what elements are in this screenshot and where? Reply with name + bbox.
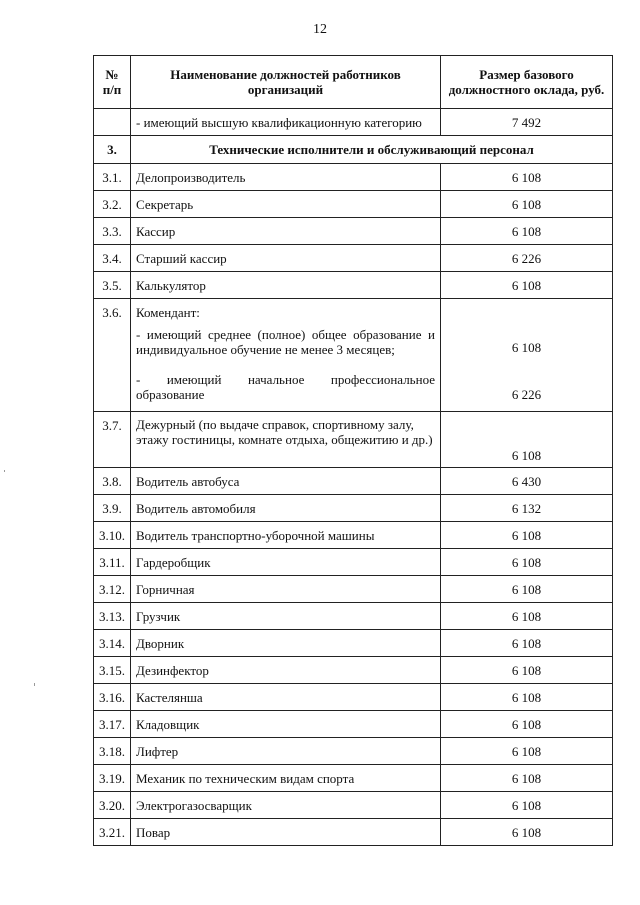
row-name: Грузчик xyxy=(131,603,441,630)
scan-mark xyxy=(4,470,5,472)
row-name: Водитель автобуса xyxy=(131,468,441,495)
table-row xyxy=(94,603,613,630)
row-num: 3.11. xyxy=(94,549,131,576)
row-salary: 6 108 xyxy=(441,412,613,468)
row-num: 3.8. xyxy=(94,468,131,495)
commandant-option: - имеющий среднее (полное) общее образование и индивидуальное обучение не менее 3 месяцев; xyxy=(136,327,435,357)
row-name: Старший кассир xyxy=(131,245,441,272)
row-salary: 6 108 xyxy=(441,657,613,684)
table-row-commandant xyxy=(94,299,613,412)
row-num: 3.16. xyxy=(94,684,131,711)
row-salary: 7 492 xyxy=(441,109,613,136)
row-name: Лифтер xyxy=(131,738,441,765)
row-salary: 6 108 xyxy=(441,684,613,711)
row-name: Секретарь xyxy=(131,191,441,218)
row-name: Повар xyxy=(131,819,441,846)
table-row xyxy=(94,109,613,136)
row-num: 3.4. xyxy=(94,245,131,272)
row-salary xyxy=(441,299,613,412)
scan-mark xyxy=(34,683,35,686)
row-num: 3.3. xyxy=(94,218,131,245)
commandant-title: Комендант: xyxy=(136,305,200,320)
row-salary: 6 108 xyxy=(441,792,613,819)
row-num: 3.13. xyxy=(94,603,131,630)
row-num: 3.18. xyxy=(94,738,131,765)
row-salary: 6 108 xyxy=(441,522,613,549)
row-num: 3.21. xyxy=(94,819,131,846)
row-salary: 6 108 xyxy=(441,603,613,630)
row-num: 3.10. xyxy=(94,522,131,549)
table-row xyxy=(94,495,613,522)
row-salary: 6 108 xyxy=(441,191,613,218)
row-num: 3.12. xyxy=(94,576,131,603)
row-name xyxy=(131,299,441,412)
row-num: 3.15. xyxy=(94,657,131,684)
row-name: Кастелянша xyxy=(131,684,441,711)
table-header-row xyxy=(94,56,613,109)
table-row xyxy=(94,684,613,711)
row-num: 3.7. xyxy=(94,412,131,468)
row-name: Горничная xyxy=(131,576,441,603)
salary-table xyxy=(93,55,613,846)
row-salary: 6 108 xyxy=(441,164,613,191)
row-name: Водитель автомобиля xyxy=(131,495,441,522)
header-num: № п/п xyxy=(94,56,131,109)
table-row xyxy=(94,738,613,765)
table-row xyxy=(94,522,613,549)
row-salary: 6 108 xyxy=(441,272,613,299)
row-name: Кассир xyxy=(131,218,441,245)
section-num: 3. xyxy=(94,136,131,164)
table-row xyxy=(94,245,613,272)
row-salary: 6 108 xyxy=(441,630,613,657)
row-num: 3.6. xyxy=(94,299,131,412)
table-row xyxy=(94,468,613,495)
row-salary: 6 108 xyxy=(441,819,613,846)
table-row xyxy=(94,576,613,603)
row-num xyxy=(94,109,131,136)
row-num: 3.19. xyxy=(94,765,131,792)
commandant-salary: 6 108 xyxy=(511,340,542,355)
table-row xyxy=(94,792,613,819)
row-num: 3.9. xyxy=(94,495,131,522)
table-row xyxy=(94,272,613,299)
row-salary: 6 108 xyxy=(441,738,613,765)
row-name: Калькулятор xyxy=(131,272,441,299)
row-num: 3.5. xyxy=(94,272,131,299)
row-num: 3.2. xyxy=(94,191,131,218)
table-row xyxy=(94,164,613,191)
row-name: Электрогазосварщик xyxy=(131,792,441,819)
table-row xyxy=(94,657,613,684)
row-name: Гардеробщик xyxy=(131,549,441,576)
row-name: - имеющий высшую квалификационную категорию xyxy=(131,109,441,136)
row-name: Кладовщик xyxy=(131,711,441,738)
row-name: Дежурный (по выдаче справок, спортивному залу, этажу гостиницы, комнате отдыха, общежитию и др.) xyxy=(131,412,441,468)
commandant-salary: 6 226 xyxy=(511,387,542,402)
table-row xyxy=(94,191,613,218)
table-row xyxy=(94,412,613,468)
table-row xyxy=(94,711,613,738)
row-salary: 6 430 xyxy=(441,468,613,495)
row-salary: 6 108 xyxy=(441,765,613,792)
row-name: Дезинфектор xyxy=(131,657,441,684)
row-salary: 6 132 xyxy=(441,495,613,522)
table-row xyxy=(94,819,613,846)
row-salary: 6 226 xyxy=(441,245,613,272)
row-name: Дворник xyxy=(131,630,441,657)
section-title: Технические исполнители и обслуживающий персонал xyxy=(131,136,613,164)
table-row xyxy=(94,549,613,576)
row-num: 3.14. xyxy=(94,630,131,657)
table-row xyxy=(94,765,613,792)
row-salary: 6 108 xyxy=(441,711,613,738)
row-name: Делопроизводитель xyxy=(131,164,441,191)
row-salary: 6 108 xyxy=(441,549,613,576)
table-row xyxy=(94,218,613,245)
row-num: 3.20. xyxy=(94,792,131,819)
commandant-option: - имеющий начальное профессиональное образование xyxy=(136,372,435,402)
section-row xyxy=(94,136,613,164)
row-name: Водитель транспортно-уборочной машины xyxy=(131,522,441,549)
row-salary: 6 108 xyxy=(441,576,613,603)
header-name: Наименование должностей работников организаций xyxy=(131,56,441,109)
row-num: 3.1. xyxy=(94,164,131,191)
header-salary: Размер базового должностного оклада, руб. xyxy=(441,56,613,109)
table-row xyxy=(94,630,613,657)
row-name: Механик по техническим видам спорта xyxy=(131,765,441,792)
row-num: 3.17. xyxy=(94,711,131,738)
row-salary: 6 108 xyxy=(441,218,613,245)
page-number: 12 xyxy=(313,22,327,37)
